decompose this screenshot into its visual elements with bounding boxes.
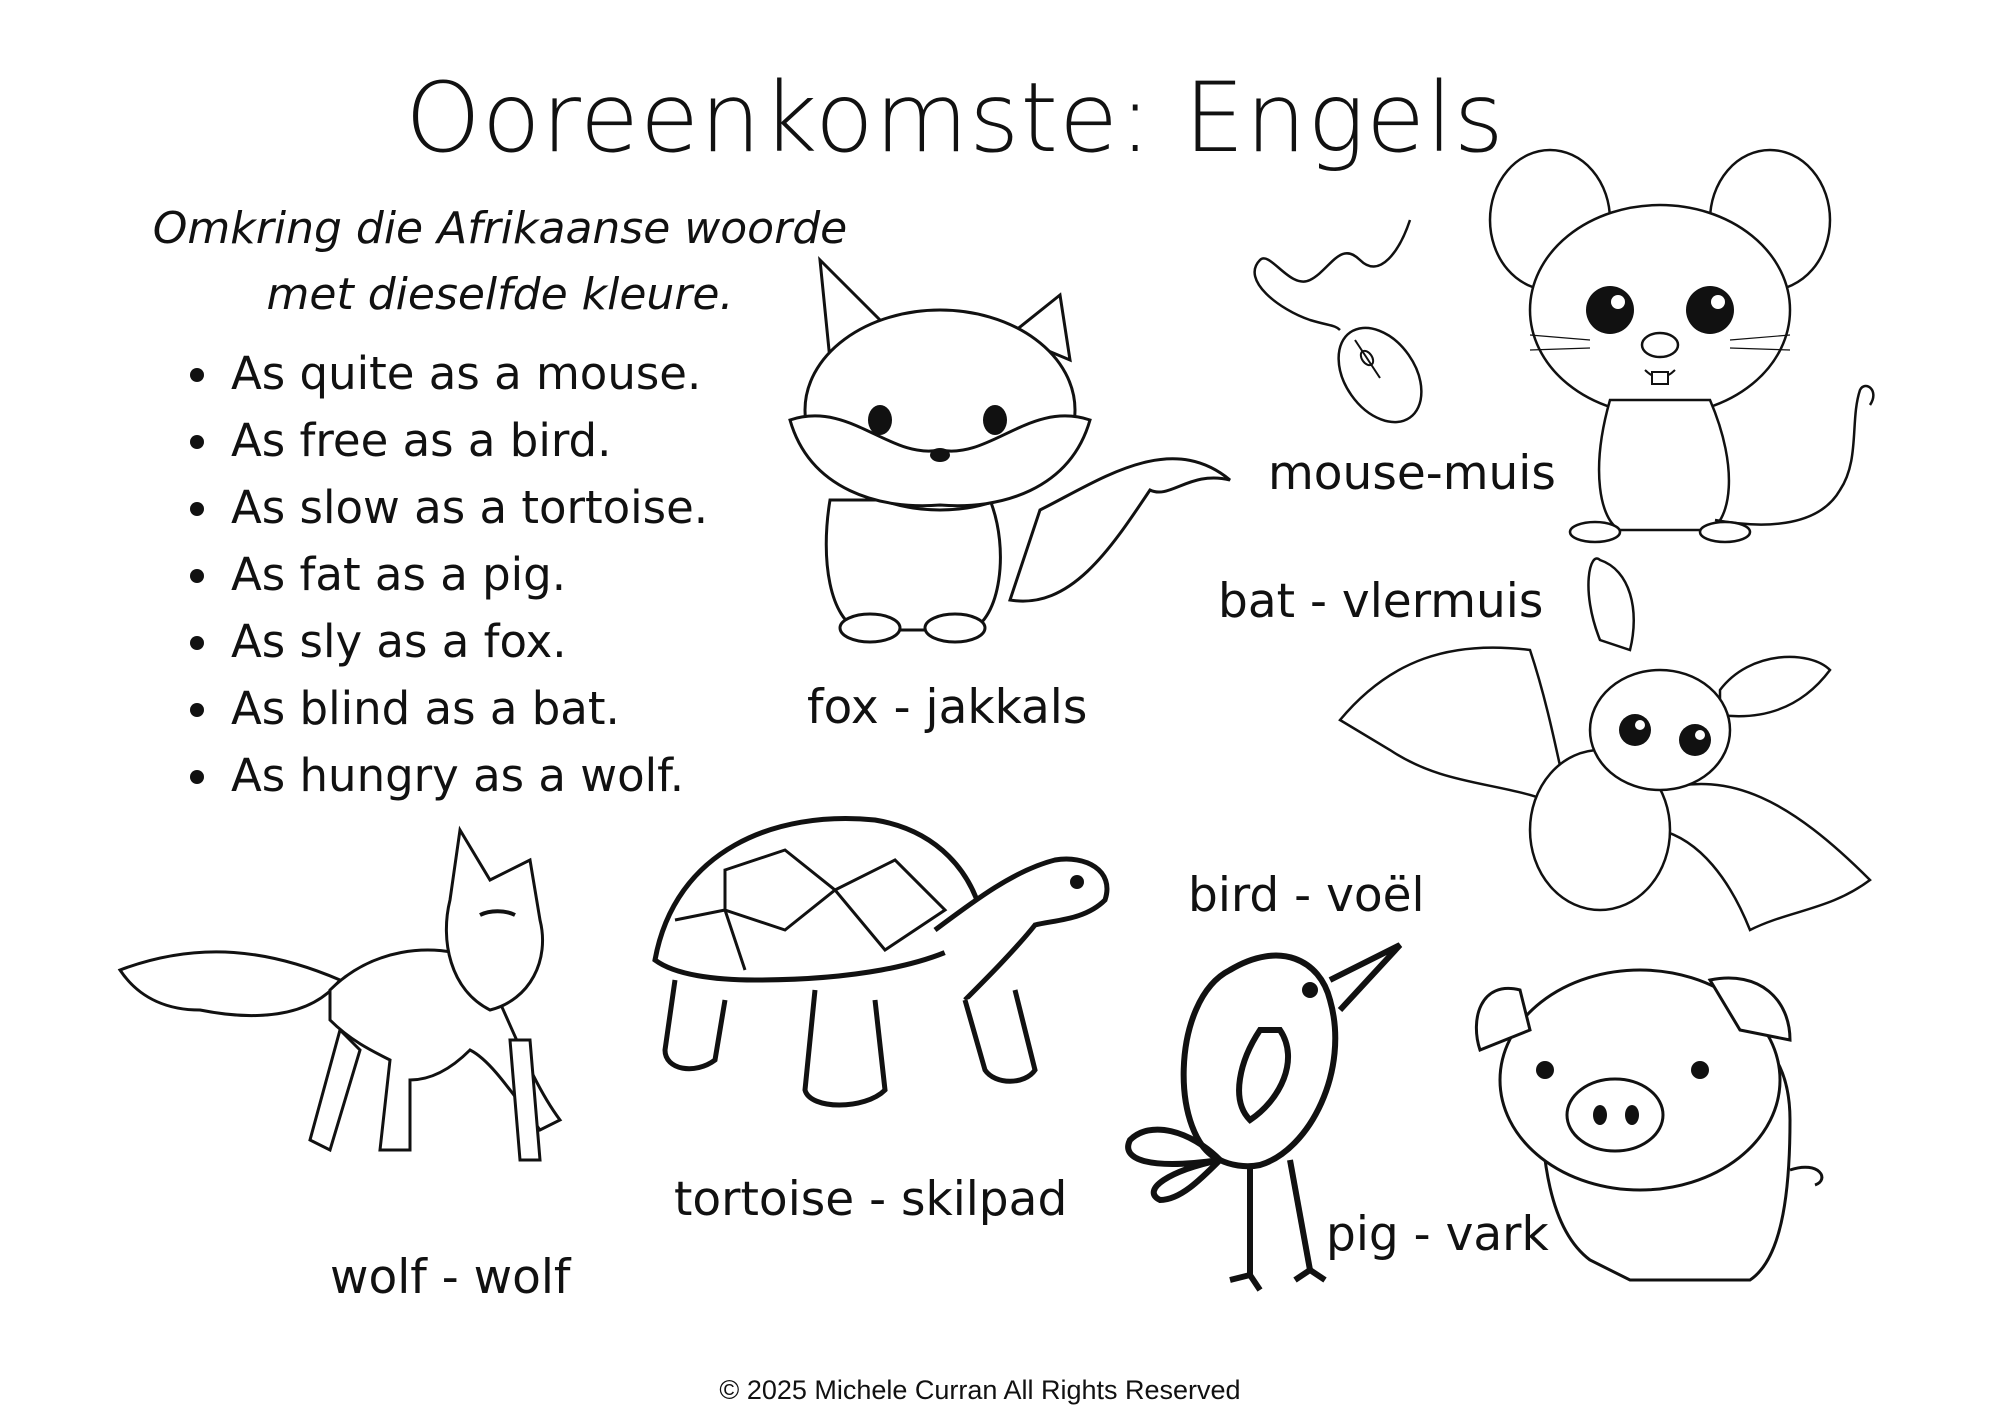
label-wolf: wolf - wolf: [330, 1250, 571, 1305]
idiom-item: • As hungry as a wolf.: [225, 742, 708, 809]
instructions: [120, 196, 880, 328]
computer-mouse-illustration: [1230, 210, 1450, 430]
idiom-item: • As fat as a pig.: [225, 541, 708, 608]
pig-illustration: [1460, 960, 1860, 1320]
label-fox: fox - jakkals: [807, 680, 1088, 735]
copyright-footer: © 2025 Michele Curran All Rights Reserved: [719, 1375, 1241, 1405]
label-mouse: mouse-muis: [1268, 446, 1556, 501]
idiom-item: • As blind as a bat.: [225, 675, 708, 742]
idiom-list: [180, 340, 708, 809]
instructions-line-1: Omkring die Afrikaanse woorde: [152, 203, 848, 254]
bird-illustration: [1110, 920, 1450, 1300]
fox-illustration: [770, 250, 1250, 650]
mouse-illustration: [1470, 140, 1870, 540]
idiom-item: • As quite as a mouse.: [225, 340, 708, 407]
idiom-item: • As free as a bird.: [225, 407, 708, 474]
instructions-line-2: met dieselfde kleure.: [266, 269, 734, 320]
bat-illustration: [1330, 550, 1890, 970]
label-pig: pig - vark: [1326, 1207, 1549, 1262]
page-title: Ooreenkomste: Engels: [405, 62, 1505, 174]
label-bat: bat - vlermuis: [1218, 574, 1544, 629]
label-bird: bird - voël: [1188, 868, 1425, 923]
idiom-item: • As sly as a fox.: [225, 608, 708, 675]
tortoise-illustration: [635, 810, 1135, 1130]
idiom-item: • As slow as a tortoise.: [225, 474, 708, 541]
wolf-illustration: [110, 820, 630, 1240]
label-tortoise: tortoise - skilpad: [674, 1172, 1068, 1227]
